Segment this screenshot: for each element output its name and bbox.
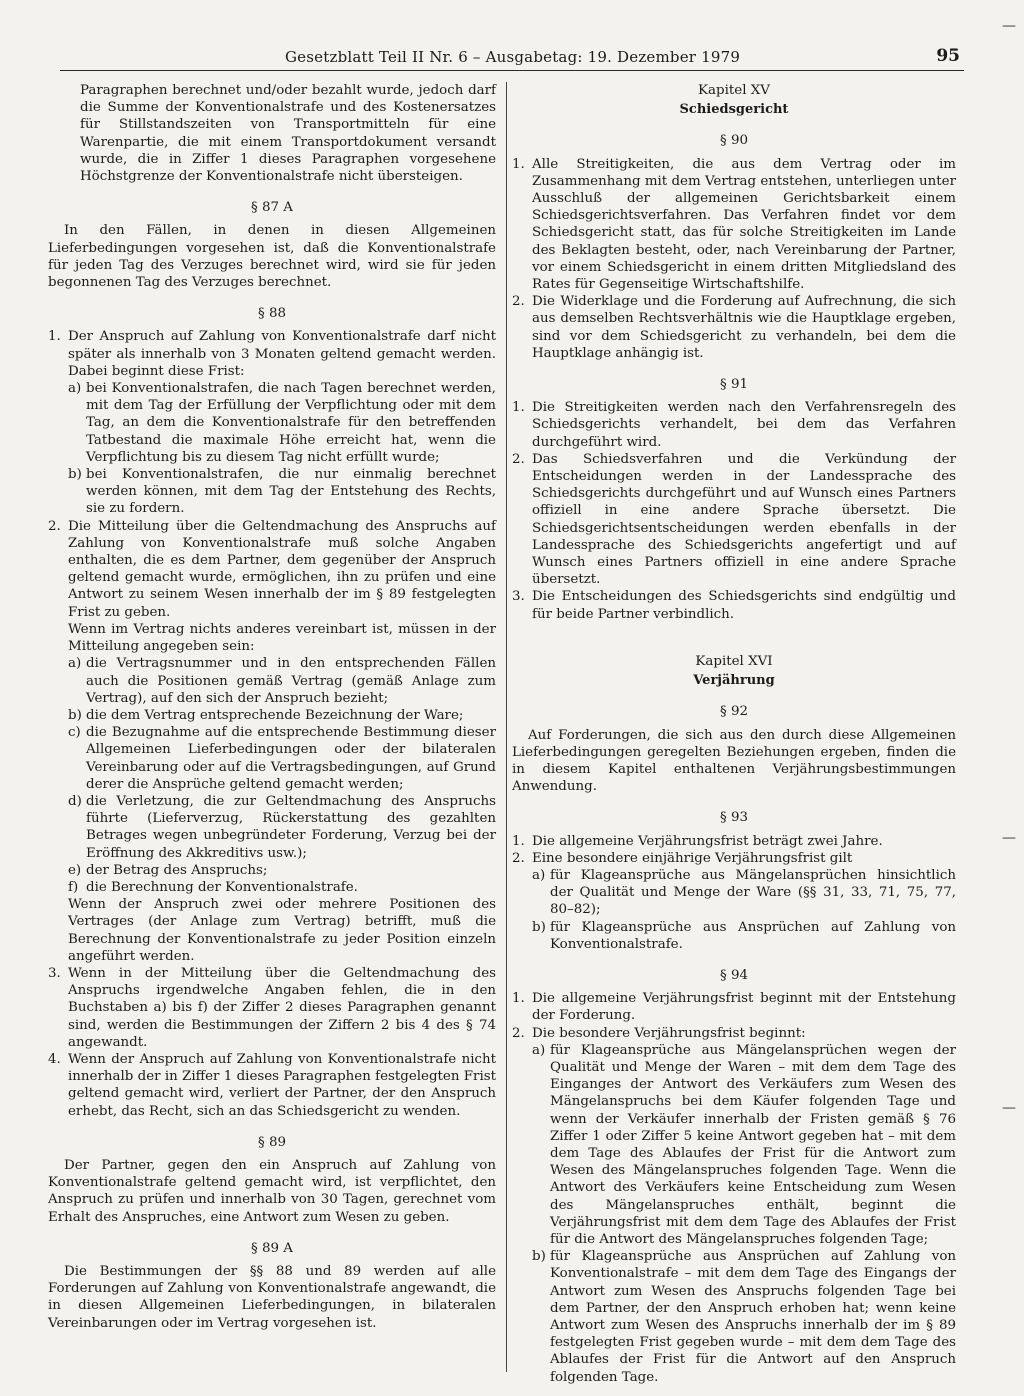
section-92-heading: § 92 — [720, 704, 748, 720]
subitem-text: für Klageansprüche aus Ansprüchen auf Zahlung von Konventionalstrafe – mit dem dem Tage des Eingangs der Antwort zum Wesen des Anspruchs folgenden Tage bei dem Partner, der den Anspruch erhoben hat; wenn keine Antwort zum Wesen des Anspruchs innerhalb der im § 89 festgelegten Frist gegeben wurde – mit dem dem Tage des Ablaufes der Frist für die Antwort auf den Anspruch folgenden Tage. — [550, 1249, 956, 1385]
right-column — [512, 82, 956, 1386]
column-divider — [506, 82, 507, 1372]
list-item — [512, 156, 956, 294]
page-header — [60, 40, 964, 71]
item-number: 2. — [512, 451, 525, 467]
item-text: Wenn in der Mitteilung über die Geltendmachung des Anspruchs irgendwelche Angaben fehlen, die in den Buchstaben a) bis f) der Ziffer 2 dieses Paragraphen genannt sind, werden die Bestimmungen der Ziffern 2 bis 4 des § 74 angewandt. — [68, 965, 496, 1050]
item-number: 1. — [512, 833, 525, 849]
subitem-text: die Verletzung, die zur Geltendmachung des Anspruchs führte (Lieferverzug, Rückerstattung des gezahlten Betrages wegen unbegründeter Forderung, Verzug bei der Eröffnung des Akkreditivs usw.); — [86, 793, 496, 861]
item-text: Das Schiedsverfahren und die Verkündung der Entscheidungen werden in der Landessprache des Schiedsgerichts durchgeführt und auf Wunsch eines Partners offiziell in eine andere Sprache übersetzt. Die Schiedsgerichtsentscheidungen werden ebenfalls in der Landessprache des Schiedsgerichts angefertigt und auf Wunsch eines Partners offiziell in eine andere Sprache übersetzt. — [532, 451, 956, 588]
item-continuation: Wenn der Anspruch zwei oder mehrere Positionen des Vertrages (der Anlage zum Vertrag) betrifft, muß die Berechnung der Konventionalstrafe zu jeder Position einzeln angeführt werden. — [68, 897, 496, 964]
item-number: 1. — [512, 991, 525, 1007]
item-number: 1. — [512, 156, 525, 172]
section-87a-text: In den Fällen, in denen in diesen Allgemeinen Lieferbedingungen vorgesehen ist, daß die Konventionalstrafe für jeden Tag des Verzuges berechnet wird, wird sie für jeden begonnenen Tag des Verzuges berechnet. — [48, 223, 496, 291]
item-text: Alle Streitigkeiten, die aus dem Vertrag oder im Zusammenhang mit dem Vertrag entstehen, unterliegen unter Ausschluß der allgemeinen Gerichtsbarkeit einem Schiedsgerichtsverfahren. Das Verfahren findet vor dem Schiedsgericht statt, das für solche Streitigkeiten im Lande des Beklagten besteht, oder, nach Vereinbarung der Partner, vor einem Schiedsgericht in einem dritten Mitgliedsland des Rates für Gegenseitige Wirtschaftshilfe. — [532, 156, 956, 293]
list-item — [512, 1025, 956, 1042]
subitem-letter: a) — [68, 381, 82, 397]
list-subitem — [512, 867, 956, 919]
item-number: 2. — [48, 518, 61, 534]
list-subitem — [48, 466, 496, 518]
section-89-heading: § 89 — [258, 1134, 286, 1150]
chapter-16-label: Kapitel XVI — [695, 653, 773, 669]
subitem-text: die Vertragsnummer und in den entsprechenden Fällen auch die Positionen gemäß Vertrag (gemäß Anlage zum Vertrag), auf den sich der Anspruch bezieht; — [86, 656, 496, 706]
list-subitem — [512, 1248, 956, 1386]
subitem-text: für Klageansprüche aus Mängelansprüchen wegen der Qualität und Menge der Waren – mit dem dem Tage des Einganges der Antwort des Verkäufers zum Wesen des Mängelanspruchs bei dem Käufer folgenden Tage und wenn der Verkäufer innerhalb der Fristen gemäß § 76 Ziffer 1 oder Ziffer 5 keine Antwort gegeben hat – mit dem dem Tage des Ablaufes der Frist für die Antwort zum Wesen des Mängelanspruches folgenden Tage. Wenn die Antwort des Verkäufers keine Entscheidung zum Wesen des Mängelanspruches enthält, beginnt die Verjährungsfrist mit dem dem Tage des Ablaufes der Frist für die Antwort des Mängelanspruches folgenden Tage; — [550, 1042, 956, 1247]
list-item — [48, 328, 496, 380]
list-subitem — [48, 862, 496, 879]
section-93-heading: § 93 — [720, 810, 748, 826]
subitem-letter: c) — [68, 725, 81, 741]
section-89a-text: Die Bestimmungen der §§ 88 und 89 werden auf alle Forderungen auf Zahlung von Konventionalstrafe angewandt, die in diesen Allgemeinen Lieferbedingungen, in bilateralen Vereinbarungen oder im Vertrag vorgesehen ist. — [48, 1264, 496, 1331]
subitem-letter: e) — [68, 862, 82, 878]
margin-mark: — — [1002, 1100, 1016, 1116]
page-number: 95 — [936, 46, 960, 66]
spacer — [512, 623, 956, 653]
section-94-heading: § 94 — [720, 967, 748, 983]
margin-mark: — — [1002, 830, 1016, 846]
list-subitem — [48, 655, 496, 707]
list-subitem — [48, 707, 496, 724]
subitem-letter: d) — [68, 793, 82, 809]
item-number: 1. — [512, 400, 525, 416]
list-item — [512, 293, 956, 362]
subitem-letter: a) — [532, 867, 546, 883]
section-90-heading: § 90 — [720, 133, 748, 149]
subitem-text: der Betrag des Anspruchs; — [86, 862, 268, 878]
subitem-letter: a) — [68, 656, 82, 672]
list-subitem — [48, 724, 496, 793]
header-title: Gesetzblatt Teil II Nr. 6 – Ausgabetag: 19. Dezember 1979 — [285, 48, 741, 66]
list-item — [512, 399, 956, 451]
item-text: Die Widerklage und die Forderung auf Aufrechnung, die sich aus demselben Rechtsverhältnis wie die Hauptklage ergeben, sind vor dem Schiedsgericht zu verhandeln, bei dem die Hauptklage anhängig ist. — [532, 294, 956, 361]
subitem-letter: b) — [68, 467, 82, 483]
section-92-text: Auf Forderungen, die sich aus den durch diese Allgemeinen Lieferbedingungen geregelten Beziehungen ergeben, finden die in diesem Kapitel enthaltenen Verjährungsbestimmungen Anwendung. — [512, 727, 956, 795]
list-subitem — [48, 380, 496, 466]
list-item — [48, 518, 496, 621]
subitem-text: die dem Vertrag entsprechende Bezeichnung der Ware; — [86, 707, 464, 723]
item-text: Eine besondere einjährige Verjährungsfrist gilt — [532, 850, 853, 866]
item-text: Die Entscheidungen des Schiedsgerichts sind endgültig und für beide Partner verbindlich. — [532, 589, 956, 622]
subitem-letter: a) — [532, 1042, 546, 1058]
list-item — [48, 965, 496, 1051]
list-item — [512, 990, 956, 1024]
section-88-heading: § 88 — [258, 306, 286, 322]
margin-mark: — — [1002, 18, 1016, 34]
item-text: Die Streitigkeiten werden nach den Verfahrensregeln des Schiedsgerichts verhandelt, bei dem das Verfahren durchgeführt wird. — [532, 400, 956, 450]
list-item — [512, 850, 956, 867]
list-subitem — [512, 1042, 956, 1248]
subitem-letter: f) — [68, 879, 79, 895]
subitem-text: die Bezugnahme auf die entsprechende Bestimmung dieser Allgemeinen Lieferbedingungen oder der bilateralen Vereinbarung oder auf die Vertragsbedingungen, auf Grund derer die Ansprüche geltend gemacht werden; — [86, 725, 496, 792]
item-number: 2. — [512, 850, 525, 866]
section-89-text: Der Partner, gegen den ein Anspruch auf Zahlung von Konventionalstrafe geltend gemacht wird, ist verpflichtet, den Anspruch zu prüfen und innerhalb von 30 Tagen, gerechnet vom Erhalt des Anspruches, eine Antwort zum Wesen zu geben. — [48, 1157, 496, 1225]
item-continuation: Wenn im Vertrag nichts anderes vereinbart ist, müssen in der Mitteilung angegeben sein: — [68, 621, 496, 655]
list-item — [512, 451, 956, 589]
subitem-text: die Berechnung der Konventionalstrafe. — [86, 879, 358, 895]
chapter-15-title: Schiedsgericht — [679, 102, 789, 118]
subitem-letter: b) — [532, 919, 546, 935]
list-item — [48, 1051, 496, 1120]
list-item — [512, 588, 956, 622]
item-text: Wenn der Anspruch auf Zahlung von Konventionalstrafe nicht innerhalb der in Ziffer 1 dieses Paragraphen festgelegten Frist geltend gemacht wird, verliert der Partner, der den Anspruch erhebt, das Recht, sich an das Schiedsgericht zu wenden. — [68, 1051, 496, 1119]
subitem-text: bei Konventionalstrafen, die nur einmalig berechnet werden können, mit dem Tag der Entstehung des Rechts, sie zu fordern. — [86, 467, 496, 517]
section-91-heading: § 91 — [720, 377, 748, 393]
chapter-15-label: Kapitel XV — [698, 83, 770, 98]
item-text: Die Mitteilung über die Geltendmachung des Anspruchs auf Zahlung von Konventionalstrafe muß solche Angaben enthalten, die es dem Partner, dem gegenüber der Anspruch geltend gemacht wurde, ermöglichen, ihn zu prüfen und eine Antwort zu seinem Wesen innerhalb der im § 89 festgelegten Frist zu geben. — [68, 518, 496, 620]
left-column — [48, 82, 496, 1332]
subitem-text: für Klageansprüche aus Ansprüchen auf Zahlung von Konventionalstrafe. — [550, 919, 956, 952]
chapter-16-title: Verjährung — [693, 673, 775, 689]
item-number: 3. — [48, 965, 61, 981]
item-number: 2. — [512, 1025, 525, 1041]
list-subitem — [512, 919, 956, 953]
subitem-letter: b) — [68, 707, 82, 723]
section-87a-heading: § 87 A — [251, 200, 293, 216]
item-text: Die allgemeine Verjährungsfrist beginnt mit der Entstehung der Forderung. — [532, 991, 956, 1024]
item-number: 2. — [512, 294, 525, 310]
item-number: 3. — [512, 589, 525, 605]
subitem-text: bei Konventionalstrafen, die nach Tagen berechnet werden, mit dem Tag der Erfüllung der Verpflichtung oder mit dem Tag, an dem die Konventionalstrafe für den betreffenden Tatbestand die maximale Höhe erreicht hat, wenn die Verpflichtung bis zu diesem Tag nicht erfüllt wurde; — [86, 381, 496, 465]
list-subitem — [48, 793, 496, 862]
item-text: Die allgemeine Verjährungsfrist beträgt zwei Jahre. — [532, 833, 883, 849]
continuation-paragraph: Paragraphen berechnet und/oder bezahlt wurde, jedoch darf die Summe der Konventionalstrafe und des Kostenersatzes für Stillstandszeiten von Transportmitteln für eine Warenpartie, die mit einem Transportdokument versandt wurde, die in Ziffer 1 dieses Paragraphen vorgesehene Höchstgrenze der Konventionalstrafe nicht übersteigen. — [80, 83, 496, 185]
section-89a-heading: § 89 A — [251, 1240, 293, 1256]
list-subitem — [48, 879, 496, 896]
subitem-letter: b) — [532, 1249, 546, 1265]
subitem-text: für Klageansprüche aus Mängelansprüchen hinsichtlich der Qualität und Menge der Ware (§§ 31, 33, 71, 75, 77, 80–82); — [550, 867, 956, 918]
item-number: 1. — [48, 329, 61, 345]
item-text: Die besondere Verjährungsfrist beginnt: — [532, 1025, 806, 1041]
item-number: 4. — [48, 1051, 61, 1067]
item-text: Der Anspruch auf Zahlung von Konventionalstrafe darf nicht später als innerhalb von 3 Monaten geltend gemacht werden. Dabei beginnt diese Frist: — [68, 329, 496, 379]
list-item — [512, 833, 956, 850]
